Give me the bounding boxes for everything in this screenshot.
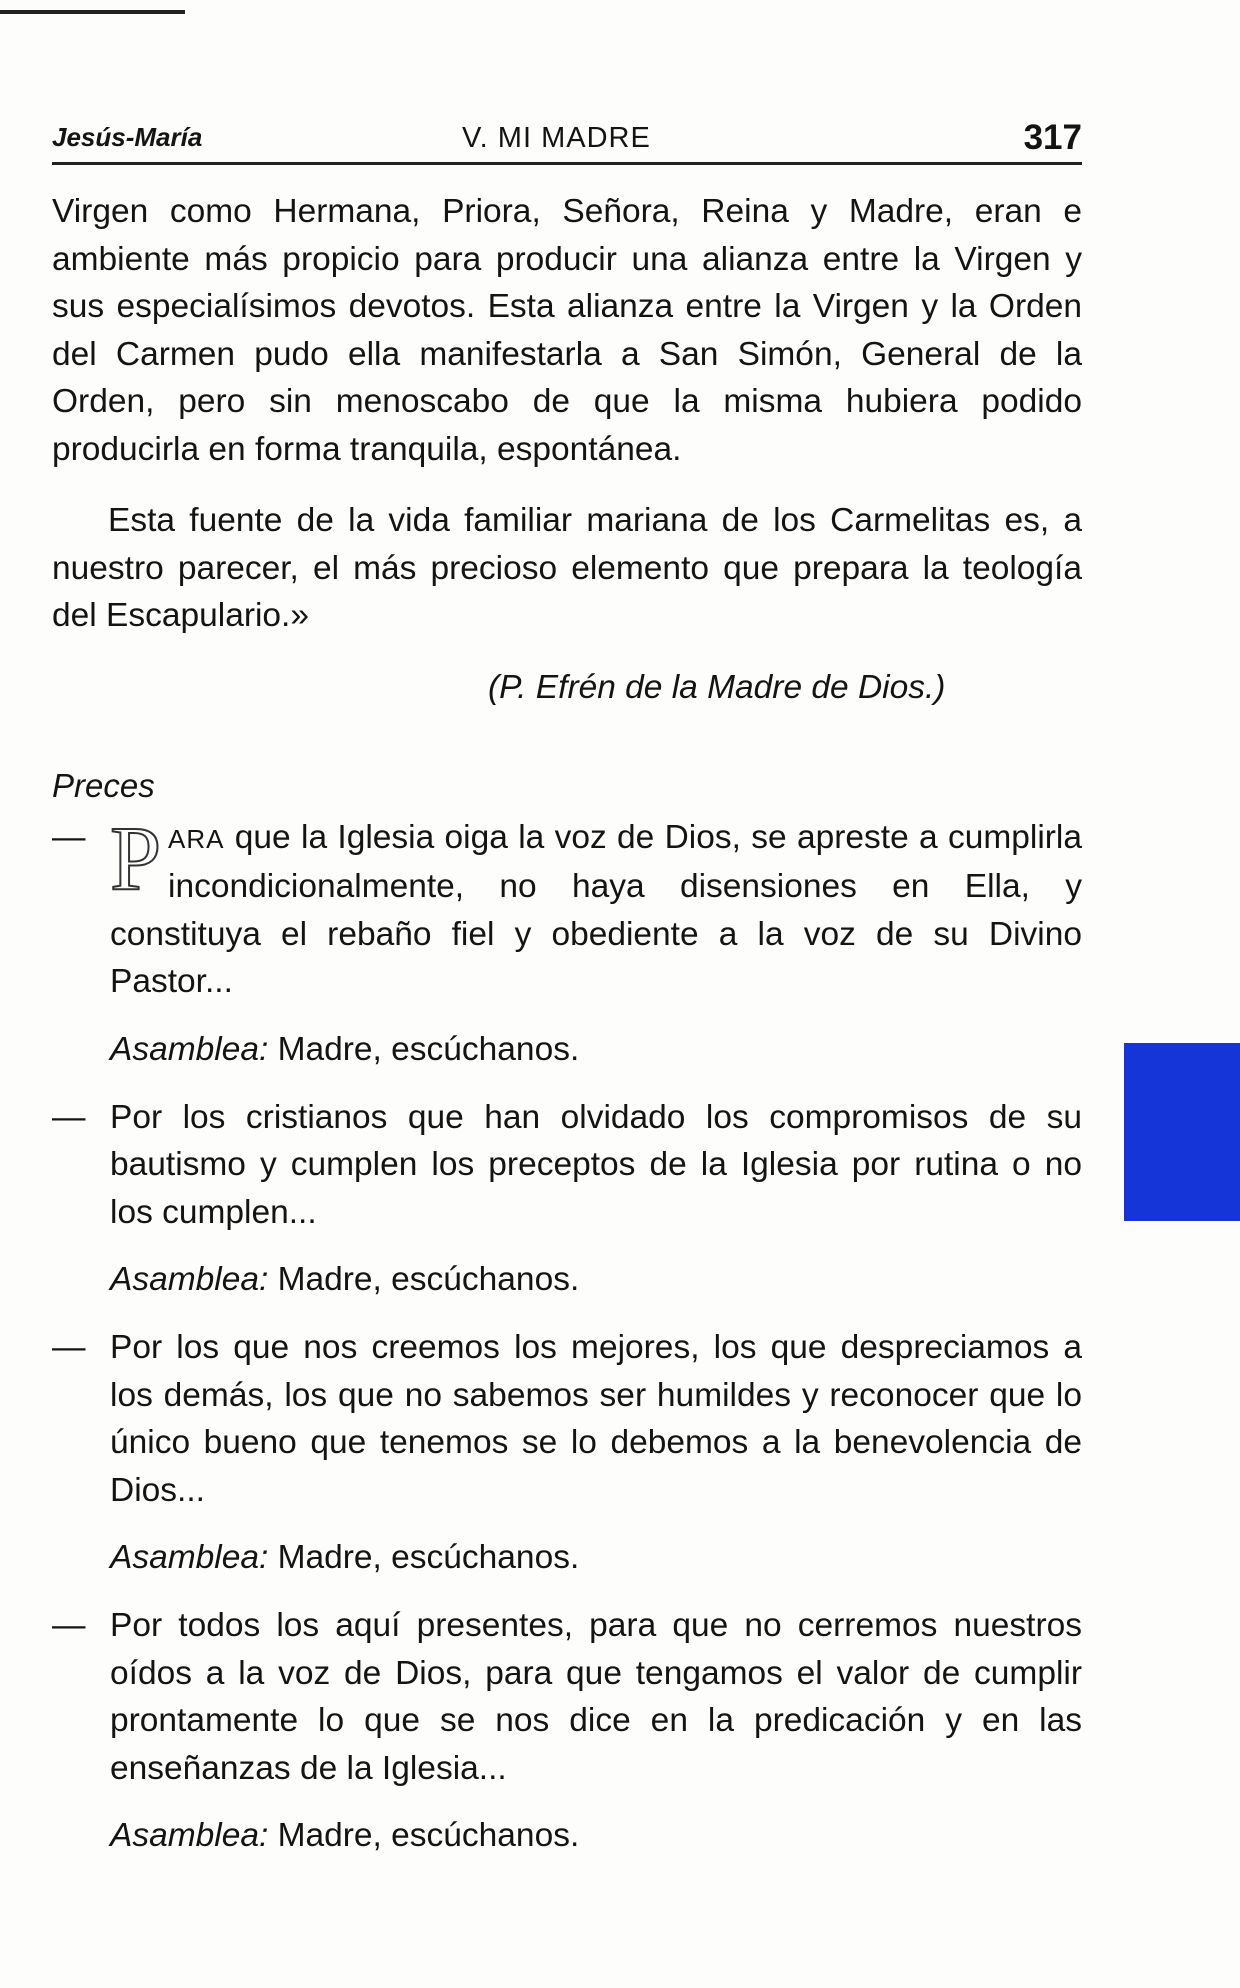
top-edge-rule xyxy=(0,10,185,14)
dropcap-box xyxy=(110,806,164,909)
dash-marker: — xyxy=(52,1329,86,1366)
response-label: Asamblea: xyxy=(110,1817,269,1854)
assembly-response xyxy=(52,1256,1082,1304)
petition-item xyxy=(52,1602,1082,1792)
response-text: Madre, escúchanos. xyxy=(268,1817,580,1854)
response-label: Asamblea: xyxy=(110,1539,269,1576)
petition-item xyxy=(52,806,1082,1006)
response-text: Madre, escúchanos. xyxy=(268,1261,580,1298)
thumb-index-tab xyxy=(1124,1043,1240,1221)
assembly-response xyxy=(52,1534,1082,1582)
petition-text xyxy=(110,806,1082,1006)
preces-heading: Preces xyxy=(52,766,155,804)
header-author: Jesús-María xyxy=(52,122,203,152)
assembly-response xyxy=(52,1026,1082,1074)
paragraph: Virgen como Hermana, Priora, Señora, Reina y Madre, eran e ambiente más propicio para producir una alianza entre la Virgen y sus especialísimos devotos. Esta alianza entre la Virgen y la Orden del Carmen pudo ella manifestarla a San Simón, General de la Orden, pero sin menoscabo de que la misma hubiera podido producirla en forma tranquila, espontánea. xyxy=(52,193,1082,468)
petition-item xyxy=(52,1324,1082,1514)
petition-text: Por los que nos creemos los mejores, los que despreciamos a los demás, los que no sabemos ser humildes y reconocer que lo único bueno que tenemos se lo debemos a la benevolencia de Dios... xyxy=(110,1329,1082,1509)
petition-item xyxy=(52,1094,1082,1237)
running-header xyxy=(52,118,1082,165)
response-text: Madre, escúchanos. xyxy=(268,1030,580,1068)
response-label: Asamblea: xyxy=(110,1030,269,1068)
assembly-response xyxy=(52,1812,1082,1860)
dash-marker: — xyxy=(52,1607,86,1644)
petition-text: Por todos los aquí presentes, para que no cerremos nuestros oídos a la voz de Dios, para que tengamos el valor de cumplir prontamente lo que se nos dice en la predicación y en las enseñanzas de la Iglesia... xyxy=(110,1607,1082,1787)
smallcaps-lead: ARA xyxy=(168,823,225,854)
page-body xyxy=(52,188,1082,1860)
attribution: (P. Efrén de la Madre de Dios.) xyxy=(488,668,946,706)
page-number: 317 xyxy=(1023,118,1082,157)
petition-text: Por los cristianos que han olvidado los compromisos de su bautismo y cumplen los preceptos de la Iglesia por rutina o no los cumplen... xyxy=(110,1098,1082,1231)
petition-rest: que la Iglesia oiga la voz de Dios, se apreste a cumplirla incondicionalmente, no haya disensiones en Ella, y constituya el rebaño fiel y obediente a la voz de su Divino Pastor... xyxy=(110,818,1082,1000)
response-label: Asamblea: xyxy=(110,1261,269,1298)
response-text: Madre, escúchanos. xyxy=(268,1539,580,1576)
dash-marker: — xyxy=(52,818,86,856)
dash-marker: — xyxy=(52,1098,86,1136)
dropcap-letter: P xyxy=(110,806,162,909)
paragraph: Esta fuente de la vida familiar mariana de los Carmelitas es, a nuestro parecer, el más precioso elemento que prepara la teología del Escapulario.» xyxy=(52,502,1082,634)
header-chapter: V. MI MADRE xyxy=(462,122,651,154)
